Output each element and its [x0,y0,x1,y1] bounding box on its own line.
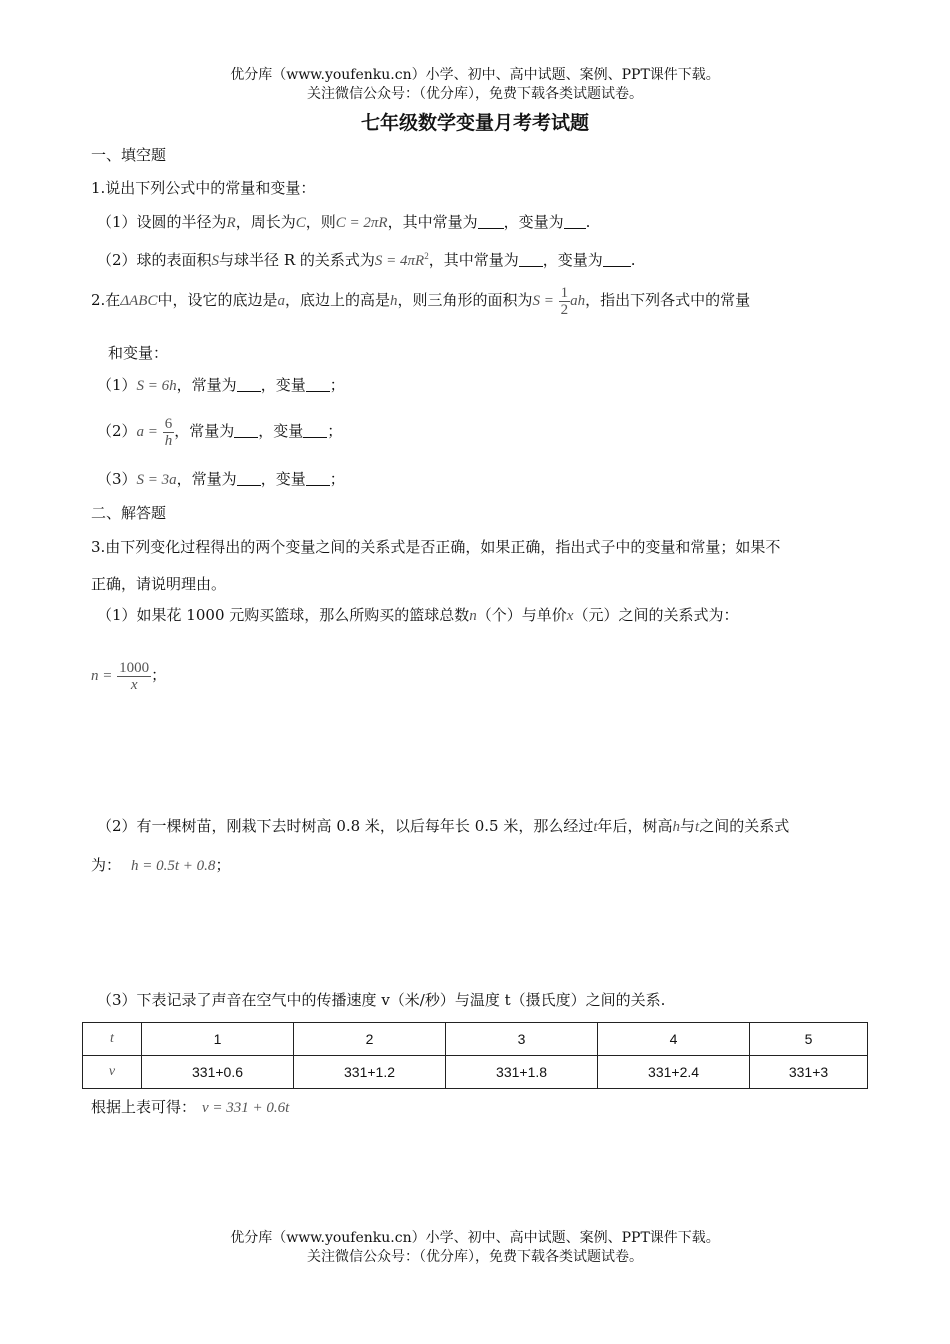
answer-blank[interactable] [306,471,330,486]
q3-part3-intro: （3）下表记录了声音在空气中的传播速度 v（米/秒）与温度 t（摄氏度）之间的关系. [97,991,666,1009]
table-cell: v [83,1056,142,1089]
table-cell: 5 [750,1023,868,1056]
speed-temperature-table [82,1022,868,1089]
footer-line-2: 关注微信公众号：（优分库），免费下载各类试题试卷。 [307,1249,643,1265]
q1-part2: （2）球的表面积S与球半径 R 的关系式为$S = 4\pi R^2$，其中常量为 ，变量为 . [97,251,636,269]
q2-part3: （3）S = 3a，常量为 ，变量 ； [97,470,345,488]
section2-heading: 二、解答题 [91,504,167,522]
answer-blank[interactable] [234,423,258,438]
page-title: 七年级数学变量月考考试题 [360,112,589,134]
q3-stem-line2: 正确，请说明理由。 [91,575,227,593]
table-row [83,1023,868,1056]
answer-blank[interactable] [519,252,543,267]
table-row [83,1056,868,1089]
q3-stem-line1: 3.由下列变化过程得出的两个变量之间的关系式是否正确，如果正确，指出式子中的变量和常量；如果不 [91,538,781,556]
table-cell: 4 [598,1023,750,1056]
q1-part1: （1）设圆的半径为R，周长为C，则C = 2πR，其中常量为 ，变量为 . [97,213,591,231]
q2-part2: （2）a = $\frac{6}{h}$ ，常量为 ，变量 ； [97,415,343,449]
answer-blank[interactable] [603,252,631,267]
table-cell: 331+0.6 [142,1056,294,1089]
q2-part1: （1）S = 6h，常量为 ，变量 ； [97,376,345,394]
header-line-1: 优分库（www.youfenku.cn）小学、初中、高中试题、案例、PPT课件下载。 [230,67,720,83]
answer-blank[interactable] [564,214,586,229]
table-cell: t [83,1023,142,1056]
footer-line-1: 优分库（www.youfenku.cn）小学、初中、高中试题、案例、PPT课件下载。 [230,1230,720,1246]
q3-part2: （2）有一棵树苗，刚栽下去时树高 0.8 米，以后每年长 0.5 米，那么经过t年后，树高h与t之间的关系式 [97,817,790,835]
table-cell: 1 [142,1023,294,1056]
q1-stem: 1.说出下列公式中的常量和变量： [91,179,316,197]
fraction: $\frac{1000}{x}$ [119,659,150,693]
fraction: $\frac{1}{2}$ [560,284,569,318]
table-cell: 331+2.4 [598,1056,750,1089]
q2-stem: 2.在ΔABC中，设它的底边是a，底边上的高是h，则三角形的面积为S = $\frac{1}{2}$ ah，指出下列各式中的常量 [91,284,751,318]
q2-stem-cont: 和变量： [108,344,169,362]
answer-blank[interactable] [306,377,330,392]
table-cell: 331+1.8 [446,1056,598,1089]
answer-blank[interactable] [303,423,327,438]
fraction: $\frac{6}{h}$ [164,415,173,449]
q3-part1: （1）如果花 1000 元购买篮球，那么所购买的篮球总数n（个）与单价x（元）之间的关系式为： [97,606,739,624]
q3-part3-conclusion: 根据上表可得： v = 331 + 0.6t [91,1098,290,1116]
answer-blank[interactable] [237,471,261,486]
answer-blank[interactable] [478,214,504,229]
q3-part2-formula-line: 为： h = 0.5t + 0.8； [91,856,231,874]
q3-part1-formula: n = $\frac{1000}{x}$ ； [91,659,167,693]
table-cell: 331+1.2 [294,1056,446,1089]
section1-heading: 一、填空题 [91,146,167,164]
header-line-2: 关注微信公众号：（优分库），免费下载各类试题试卷。 [307,86,643,102]
answer-blank[interactable] [237,377,261,392]
table-cell: 331+3 [750,1056,868,1089]
table-cell: 3 [446,1023,598,1056]
table-cell: 2 [294,1023,446,1056]
